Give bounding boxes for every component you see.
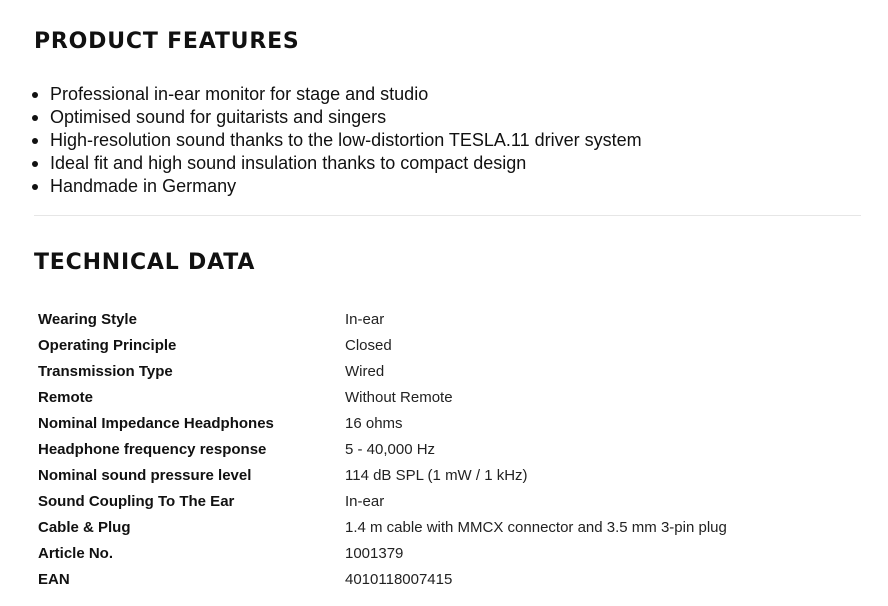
section-divider: [34, 215, 861, 216]
table-row: [38, 307, 727, 333]
spec-label: Transmission Type: [38, 363, 173, 380]
spec-value: Closed: [345, 337, 392, 354]
spec-value: 4010118007415: [345, 571, 453, 588]
spec-value: In-ear: [345, 311, 385, 328]
spec-value: In-ear: [345, 493, 385, 510]
table-row: [38, 463, 727, 489]
spec-value: Wired: [345, 363, 385, 380]
table-row: [38, 411, 727, 437]
feature-text: Optimised sound for guitarists and singers: [50, 107, 387, 127]
bullet-icon: [32, 161, 38, 167]
table-row: [38, 567, 727, 593]
bullet-icon: [32, 138, 38, 144]
feature-item: [32, 152, 642, 175]
product-features-heading: PRODUCT FEATURES: [34, 29, 300, 54]
bullet-icon: [32, 115, 38, 121]
spec-label: Headphone frequency response: [38, 441, 267, 458]
feature-item: [32, 83, 642, 106]
spec-value: 1001379: [345, 545, 404, 562]
spec-label: EAN: [38, 571, 70, 588]
table-row: [38, 359, 727, 385]
table-row: [38, 515, 727, 541]
spec-value: 1.4 m cable with MMCX connector and 3.5 mm 3-pin plug: [345, 519, 727, 536]
feature-text: High-resolution sound thanks to the low-distortion TESLA.11 driver system: [50, 130, 642, 150]
spec-label: Cable & Plug: [38, 519, 131, 536]
bullet-icon: [32, 92, 38, 98]
table-row: [38, 437, 727, 463]
spec-value: 16 ohms: [345, 415, 403, 432]
technical-data-table: [38, 307, 727, 593]
feature-item: [32, 175, 642, 198]
features-list: [32, 83, 642, 198]
spec-label: Wearing Style: [38, 311, 137, 328]
spec-value: Without Remote: [345, 389, 453, 406]
feature-item: [32, 129, 642, 152]
feature-text: Handmade in Germany: [50, 176, 237, 196]
bullet-icon: [32, 184, 38, 190]
table-row: [38, 489, 727, 515]
spec-label: Sound Coupling To The Ear: [38, 493, 235, 510]
spec-value: 114 dB SPL (1 mW / 1 kHz): [345, 467, 528, 484]
spec-label: Nominal sound pressure level: [38, 467, 252, 484]
feature-text: Ideal fit and high sound insulation thanks to compact design: [50, 153, 527, 173]
spec-label: Article No.: [38, 545, 114, 562]
spec-label: Nominal Impedance Headphones: [38, 415, 274, 432]
spec-value: 5 - 40,000 Hz: [345, 441, 436, 458]
spec-label: Remote: [38, 389, 94, 406]
technical-data-heading: TECHNICAL DATA: [34, 250, 256, 275]
spec-label: Operating Principle: [38, 337, 177, 354]
table-row: [38, 541, 727, 567]
table-row: [38, 333, 727, 359]
feature-item: [32, 106, 642, 129]
table-row: [38, 385, 727, 411]
feature-text: Professional in-ear monitor for stage and studio: [50, 84, 429, 104]
